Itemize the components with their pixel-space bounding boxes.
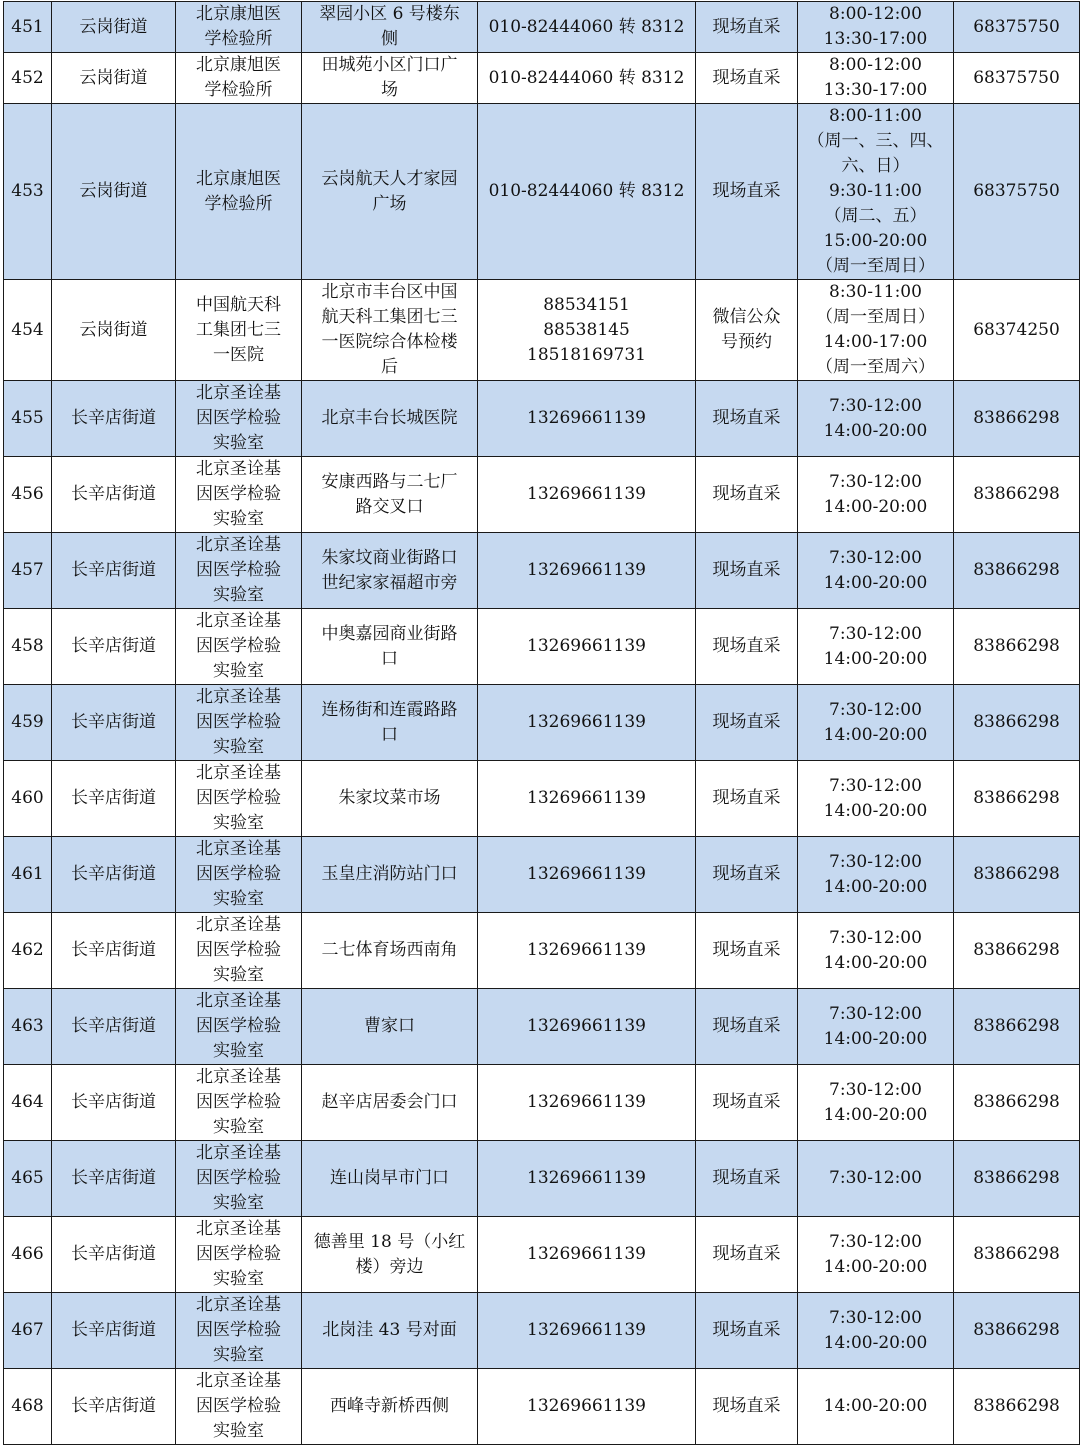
contact-phone-cell: 13269661139 xyxy=(478,1369,696,1445)
contact-phone-cell: 13269661139 xyxy=(478,381,696,457)
contact-phone-cell: 13269661139 xyxy=(478,1141,696,1217)
service-hours-cell: 7:30-12:00 14:00-20:00 xyxy=(798,1217,954,1293)
testing-sites-table xyxy=(3,1,1080,1445)
hotline-cell: 83866298 xyxy=(954,1065,1080,1141)
row-number-cell: 460 xyxy=(4,761,52,837)
contact-phone-cell: 13269661139 xyxy=(478,533,696,609)
service-hours-cell: 7:30-12:00 14:00-20:00 xyxy=(798,457,954,533)
table-row xyxy=(4,1217,1080,1293)
table-row xyxy=(4,1293,1080,1369)
street-cell: 云岗街道 xyxy=(52,280,176,381)
hotline-cell: 68375750 xyxy=(954,104,1080,280)
sampling-mode-cell: 现场直采 xyxy=(696,1141,798,1217)
table-row xyxy=(4,533,1080,609)
institution-cell: 北京圣诠基 因医学检验 实验室 xyxy=(176,1141,302,1217)
street-cell: 长辛店街道 xyxy=(52,533,176,609)
sampling-location-cell: 北京市丰台区中国 航天科工集团七三 一医院综合体检楼 后 xyxy=(302,280,478,381)
street-cell: 云岗街道 xyxy=(52,104,176,280)
institution-cell: 北京康旭医 学检验所 xyxy=(176,2,302,53)
hotline-cell: 83866298 xyxy=(954,913,1080,989)
table-row xyxy=(4,685,1080,761)
table-row xyxy=(4,104,1080,280)
service-hours-cell: 7:30-12:00 14:00-20:00 xyxy=(798,989,954,1065)
hotline-cell: 83866298 xyxy=(954,837,1080,913)
contact-phone-cell: 010-82444060 转 8312 xyxy=(478,104,696,280)
sampling-location-cell: 连山岗早市门口 xyxy=(302,1141,478,1217)
institution-cell: 北京圣诠基 因医学检验 实验室 xyxy=(176,761,302,837)
sampling-mode-cell: 现场直采 xyxy=(696,104,798,280)
row-number-cell: 467 xyxy=(4,1293,52,1369)
service-hours-cell: 7:30-12:00 14:00-20:00 xyxy=(798,913,954,989)
contact-phone-cell: 13269661139 xyxy=(478,609,696,685)
contact-phone-cell: 010-82444060 转 8312 xyxy=(478,2,696,53)
table-row xyxy=(4,1369,1080,1445)
sampling-location-cell: 朱家坟商业街路口 世纪家家福超市旁 xyxy=(302,533,478,609)
row-number-cell: 461 xyxy=(4,837,52,913)
street-cell: 云岗街道 xyxy=(52,53,176,104)
institution-cell: 北京圣诠基 因医学检验 实验室 xyxy=(176,1217,302,1293)
table-row xyxy=(4,1141,1080,1217)
institution-cell: 北京圣诠基 因医学检验 实验室 xyxy=(176,913,302,989)
row-number-cell: 464 xyxy=(4,1065,52,1141)
sampling-mode-cell: 现场直采 xyxy=(696,837,798,913)
sampling-location-cell: 德善里 18 号（小红 楼）旁边 xyxy=(302,1217,478,1293)
service-hours-cell: 7:30-12:00 14:00-20:00 xyxy=(798,761,954,837)
sampling-mode-cell: 现场直采 xyxy=(696,53,798,104)
table-row xyxy=(4,53,1080,104)
sampling-location-cell: 北岗洼 43 号对面 xyxy=(302,1293,478,1369)
row-number-cell: 456 xyxy=(4,457,52,533)
street-cell: 长辛店街道 xyxy=(52,989,176,1065)
institution-cell: 北京圣诠基 因医学检验 实验室 xyxy=(176,989,302,1065)
service-hours-cell: 8:00-12:00 13:30-17:00 xyxy=(798,53,954,104)
row-number-cell: 468 xyxy=(4,1369,52,1445)
street-cell: 长辛店街道 xyxy=(52,1369,176,1445)
institution-cell: 北京圣诠基 因医学检验 实验室 xyxy=(176,1369,302,1445)
institution-cell: 北京圣诠基 因医学检验 实验室 xyxy=(176,1293,302,1369)
institution-cell: 北京圣诠基 因医学检验 实验室 xyxy=(176,837,302,913)
row-number-cell: 459 xyxy=(4,685,52,761)
table-row xyxy=(4,989,1080,1065)
sampling-location-cell: 赵辛店居委会门口 xyxy=(302,1065,478,1141)
service-hours-cell: 7:30-12:00 14:00-20:00 xyxy=(798,837,954,913)
street-cell: 长辛店街道 xyxy=(52,761,176,837)
table-row xyxy=(4,761,1080,837)
sampling-location-cell: 连杨街和连霞路路 口 xyxy=(302,685,478,761)
row-number-cell: 457 xyxy=(4,533,52,609)
hotline-cell: 83866298 xyxy=(954,609,1080,685)
street-cell: 长辛店街道 xyxy=(52,457,176,533)
table-row xyxy=(4,457,1080,533)
sampling-mode-cell: 现场直采 xyxy=(696,457,798,533)
hotline-cell: 83866298 xyxy=(954,457,1080,533)
sampling-mode-cell: 现场直采 xyxy=(696,609,798,685)
sampling-mode-cell: 现场直采 xyxy=(696,685,798,761)
contact-phone-cell: 010-82444060 转 8312 xyxy=(478,53,696,104)
contact-phone-cell: 13269661139 xyxy=(478,761,696,837)
service-hours-cell: 7:30-12:00 14:00-20:00 xyxy=(798,381,954,457)
sampling-mode-cell: 现场直采 xyxy=(696,1293,798,1369)
institution-cell: 北京圣诠基 因医学检验 实验室 xyxy=(176,381,302,457)
service-hours-cell: 8:00-12:00 13:30-17:00 xyxy=(798,2,954,53)
service-hours-cell: 7:30-12:00 14:00-20:00 xyxy=(798,685,954,761)
service-hours-cell: 7:30-12:00 14:00-20:00 xyxy=(798,533,954,609)
table-row xyxy=(4,280,1080,381)
table-row xyxy=(4,609,1080,685)
sampling-location-cell: 玉皇庄消防站门口 xyxy=(302,837,478,913)
institution-cell: 北京圣诠基 因医学检验 实验室 xyxy=(176,1065,302,1141)
hotline-cell: 83866298 xyxy=(954,989,1080,1065)
contact-phone-cell: 88534151 88538145 18518169731 xyxy=(478,280,696,381)
hotline-cell: 83866298 xyxy=(954,1217,1080,1293)
sampling-location-cell: 曹家口 xyxy=(302,989,478,1065)
service-hours-cell: 7:30-12:00 14:00-20:00 xyxy=(798,1065,954,1141)
institution-cell: 北京圣诠基 因医学检验 实验室 xyxy=(176,533,302,609)
contact-phone-cell: 13269661139 xyxy=(478,1217,696,1293)
sampling-mode-cell: 现场直采 xyxy=(696,2,798,53)
hotline-cell: 68375750 xyxy=(954,53,1080,104)
sampling-location-cell: 田城苑小区门口广 场 xyxy=(302,53,478,104)
service-hours-cell: 8:00-11:00 （周一、三、四、 六、日） 9:30-11:00 （周二、五） 15:00-20:00 （周一至周日） xyxy=(798,104,954,280)
hotline-cell: 68375750 xyxy=(954,2,1080,53)
hotline-cell: 83866298 xyxy=(954,533,1080,609)
street-cell: 长辛店街道 xyxy=(52,609,176,685)
row-number-cell: 465 xyxy=(4,1141,52,1217)
row-number-cell: 462 xyxy=(4,913,52,989)
hotline-cell: 83866298 xyxy=(954,1293,1080,1369)
table-row xyxy=(4,381,1080,457)
contact-phone-cell: 13269661139 xyxy=(478,685,696,761)
table-row xyxy=(4,2,1080,53)
sampling-location-cell: 北京丰台长城医院 xyxy=(302,381,478,457)
sampling-mode-cell: 现场直采 xyxy=(696,533,798,609)
contact-phone-cell: 13269661139 xyxy=(478,457,696,533)
sampling-mode-cell: 现场直采 xyxy=(696,1217,798,1293)
institution-cell: 北京圣诠基 因医学检验 实验室 xyxy=(176,685,302,761)
sampling-location-cell: 朱家坟菜市场 xyxy=(302,761,478,837)
street-cell: 长辛店街道 xyxy=(52,685,176,761)
street-cell: 长辛店街道 xyxy=(52,1217,176,1293)
contact-phone-cell: 13269661139 xyxy=(478,913,696,989)
row-number-cell: 454 xyxy=(4,280,52,381)
institution-cell: 中国航天科 工集团七三 一医院 xyxy=(176,280,302,381)
sampling-location-cell: 中奥嘉园商业街路 口 xyxy=(302,609,478,685)
sampling-mode-cell: 现场直采 xyxy=(696,913,798,989)
row-number-cell: 463 xyxy=(4,989,52,1065)
hotline-cell: 83866298 xyxy=(954,1369,1080,1445)
hotline-cell: 83866298 xyxy=(954,761,1080,837)
row-number-cell: 455 xyxy=(4,381,52,457)
service-hours-cell: 14:00-20:00 xyxy=(798,1369,954,1445)
hotline-cell: 83866298 xyxy=(954,1141,1080,1217)
sampling-mode-cell: 现场直采 xyxy=(696,761,798,837)
sampling-mode-cell: 现场直采 xyxy=(696,1369,798,1445)
contact-phone-cell: 13269661139 xyxy=(478,837,696,913)
hotline-cell: 68374250 xyxy=(954,280,1080,381)
sampling-mode-cell: 微信公众 号预约 xyxy=(696,280,798,381)
sampling-location-cell: 西峰寺新桥西侧 xyxy=(302,1369,478,1445)
table-body xyxy=(4,2,1080,1445)
sampling-location-cell: 安康西路与二七厂 路交叉口 xyxy=(302,457,478,533)
row-number-cell: 458 xyxy=(4,609,52,685)
service-hours-cell: 8:30-11:00 （周一至周日） 14:00-17:00 （周一至周六） xyxy=(798,280,954,381)
sampling-location-cell: 云岗航天人才家园 广场 xyxy=(302,104,478,280)
row-number-cell: 466 xyxy=(4,1217,52,1293)
street-cell: 长辛店街道 xyxy=(52,1065,176,1141)
institution-cell: 北京圣诠基 因医学检验 实验室 xyxy=(176,457,302,533)
institution-cell: 北京圣诠基 因医学检验 实验室 xyxy=(176,609,302,685)
row-number-cell: 451 xyxy=(4,2,52,53)
street-cell: 长辛店街道 xyxy=(52,1293,176,1369)
contact-phone-cell: 13269661139 xyxy=(478,1293,696,1369)
contact-phone-cell: 13269661139 xyxy=(478,1065,696,1141)
hotline-cell: 83866298 xyxy=(954,381,1080,457)
street-cell: 云岗街道 xyxy=(52,2,176,53)
sampling-mode-cell: 现场直采 xyxy=(696,989,798,1065)
table-row xyxy=(4,913,1080,989)
table-row xyxy=(4,1065,1080,1141)
service-hours-cell: 7:30-12:00 14:00-20:00 xyxy=(798,609,954,685)
sampling-location-cell: 翠园小区 6 号楼东 侧 xyxy=(302,2,478,53)
sampling-mode-cell: 现场直采 xyxy=(696,1065,798,1141)
sampling-location-cell: 二七体育场西南角 xyxy=(302,913,478,989)
row-number-cell: 452 xyxy=(4,53,52,104)
row-number-cell: 453 xyxy=(4,104,52,280)
contact-phone-cell: 13269661139 xyxy=(478,989,696,1065)
service-hours-cell: 7:30-12:00 14:00-20:00 xyxy=(798,1293,954,1369)
street-cell: 长辛店街道 xyxy=(52,837,176,913)
street-cell: 长辛店街道 xyxy=(52,1141,176,1217)
service-hours-cell: 7:30-12:00 xyxy=(798,1141,954,1217)
institution-cell: 北京康旭医 学检验所 xyxy=(176,104,302,280)
institution-cell: 北京康旭医 学检验所 xyxy=(176,53,302,104)
sampling-mode-cell: 现场直采 xyxy=(696,381,798,457)
street-cell: 长辛店街道 xyxy=(52,913,176,989)
hotline-cell: 83866298 xyxy=(954,685,1080,761)
street-cell: 长辛店街道 xyxy=(52,381,176,457)
table-row xyxy=(4,837,1080,913)
